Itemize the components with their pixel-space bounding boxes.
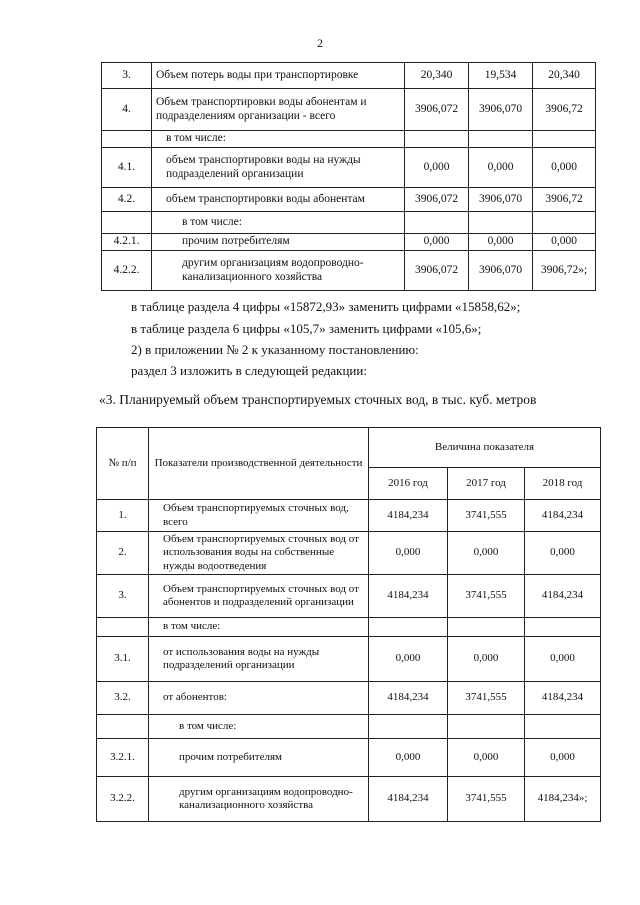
value-cell — [533, 131, 596, 148]
value-cell: 4184,234 — [525, 500, 601, 532]
table-row — [102, 148, 596, 188]
value-cell: 4184,234 — [369, 575, 448, 618]
value-cell — [525, 715, 601, 739]
value-cell: 3741,555 — [448, 500, 525, 532]
row-number: 4.1. — [102, 148, 152, 188]
page-number: 2 — [317, 36, 323, 50]
table-row — [102, 188, 596, 212]
amendment-paragraph: 2) в приложении № 2 к указанному постановлению: — [131, 342, 419, 357]
row-label: в том числе: — [152, 212, 405, 234]
table-row — [97, 682, 601, 715]
table-row — [97, 500, 601, 532]
column-header-number: № п/п — [97, 428, 149, 500]
row-label: в том числе: — [149, 618, 369, 637]
value-cell — [369, 618, 448, 637]
table-row — [97, 618, 601, 637]
value-cell: 4184,234 — [369, 777, 448, 822]
value-cell: 0,000 — [525, 637, 601, 682]
value-cell: 0,000 — [469, 234, 533, 251]
water-transport-table — [101, 62, 596, 291]
value-cell — [469, 131, 533, 148]
row-number: 3. — [102, 63, 152, 89]
value-cell: 20,340 — [533, 63, 596, 89]
value-cell — [469, 212, 533, 234]
table-row — [102, 131, 596, 148]
value-cell: 0,000 — [405, 234, 469, 251]
column-header-indicator: Показатели производственной деятельности — [149, 428, 369, 500]
value-cell: 0,000 — [469, 148, 533, 188]
table-row — [97, 637, 601, 682]
table-header-row — [97, 428, 601, 468]
value-cell — [369, 715, 448, 739]
value-cell: 3906,72»; — [533, 251, 596, 291]
row-label: другим организациям водопроводно-канализационного хозяйства — [152, 251, 405, 291]
column-header-year: 2016 год — [369, 468, 448, 500]
table-row — [102, 89, 596, 131]
value-cell: 3906,072 — [405, 251, 469, 291]
row-number — [102, 131, 152, 148]
value-cell: 0,000 — [448, 637, 525, 682]
value-cell: 0,000 — [448, 532, 525, 575]
row-number: 4.2. — [102, 188, 152, 212]
row-label: прочим потребителям — [149, 739, 369, 777]
value-cell: 0,000 — [405, 148, 469, 188]
table-row — [97, 575, 601, 618]
row-label: Объем потерь воды при транспортировке — [152, 63, 405, 89]
row-label: Объем транспортируемых сточных вод, всего — [149, 500, 369, 532]
value-cell: 20,340 — [405, 63, 469, 89]
value-cell: 3906,72 — [533, 188, 596, 212]
value-cell: 3906,72 — [533, 89, 596, 131]
row-number: 4.2.1. — [102, 234, 152, 251]
row-label: прочим потребителям — [152, 234, 405, 251]
column-header-year: 2018 год — [525, 468, 601, 500]
column-header-year: 2017 год — [448, 468, 525, 500]
row-label: от использования воды на нужды подразделений организации — [149, 637, 369, 682]
row-number: 3.2.2. — [97, 777, 149, 822]
row-number: 3. — [97, 575, 149, 618]
row-label: Объем транспортируемых сточных вод от абонентов и подразделений организации — [149, 575, 369, 618]
row-label: объем транспортировки воды абонентам — [152, 188, 405, 212]
row-label: в том числе: — [149, 715, 369, 739]
amendment-paragraph: в таблице раздела 4 цифры «15872,93» заменить цифрами «15858,62»; — [131, 299, 521, 314]
row-number: 1. — [97, 500, 149, 532]
value-cell: 4184,234 — [525, 575, 601, 618]
value-cell: 4184,234»; — [525, 777, 601, 822]
value-cell: 0,000 — [533, 234, 596, 251]
value-cell: 3906,072 — [405, 188, 469, 212]
table-row — [102, 234, 596, 251]
table-row — [102, 251, 596, 291]
row-number: 3.2.1. — [97, 739, 149, 777]
row-number — [97, 618, 149, 637]
table-row — [97, 777, 601, 822]
row-label: Объем транспортируемых сточных вод от использования воды на собственные нужды водоотведения — [149, 532, 369, 575]
value-cell: 0,000 — [369, 637, 448, 682]
value-cell: 3906,072 — [405, 89, 469, 131]
value-cell: 3906,070 — [469, 251, 533, 291]
value-cell — [405, 131, 469, 148]
row-label: другим организациям водопроводно-канализационного хозяйства — [149, 777, 369, 822]
value-cell: 4184,234 — [525, 682, 601, 715]
value-cell: 3741,555 — [448, 575, 525, 618]
row-label: объем транспортировки воды на нужды подразделений организации — [152, 148, 405, 188]
row-number: 4.2.2. — [102, 251, 152, 291]
table-row — [97, 532, 601, 575]
row-number — [97, 715, 149, 739]
value-cell — [448, 618, 525, 637]
value-cell — [525, 618, 601, 637]
row-number — [102, 212, 152, 234]
row-number: 3.2. — [97, 682, 149, 715]
row-number: 2. — [97, 532, 149, 575]
value-cell: 19,534 — [469, 63, 533, 89]
value-cell: 0,000 — [369, 532, 448, 575]
value-cell: 4184,234 — [369, 682, 448, 715]
table-row — [97, 739, 601, 777]
column-header-value: Величина показателя — [369, 428, 601, 468]
row-label: от абонентов: — [149, 682, 369, 715]
section-heading: «3. Планируемый объем транспортируемых сточных вод, в тыс. куб. метров — [99, 392, 537, 407]
wastewater-transport-table — [96, 427, 601, 822]
table-row — [97, 715, 601, 739]
value-cell: 0,000 — [369, 739, 448, 777]
value-cell: 3906,070 — [469, 89, 533, 131]
amendment-paragraph: в таблице раздела 6 цифры «105,7» заменить цифрами «105,6»; — [131, 321, 482, 336]
value-cell: 3906,070 — [469, 188, 533, 212]
value-cell: 0,000 — [525, 739, 601, 777]
value-cell: 3741,555 — [448, 777, 525, 822]
row-label: в том числе: — [152, 131, 405, 148]
value-cell: 0,000 — [533, 148, 596, 188]
row-number: 3.1. — [97, 637, 149, 682]
table-row — [102, 212, 596, 234]
value-cell — [448, 715, 525, 739]
value-cell: 0,000 — [525, 532, 601, 575]
row-number: 4. — [102, 89, 152, 131]
value-cell: 3741,555 — [448, 682, 525, 715]
row-label: Объем транспортировки воды абонентам и подразделениям организации - всего — [152, 89, 405, 131]
amendment-paragraph: раздел 3 изложить в следующей редакции: — [131, 363, 367, 378]
value-cell — [405, 212, 469, 234]
value-cell — [533, 212, 596, 234]
value-cell: 4184,234 — [369, 500, 448, 532]
value-cell: 0,000 — [448, 739, 525, 777]
table-row — [102, 63, 596, 89]
